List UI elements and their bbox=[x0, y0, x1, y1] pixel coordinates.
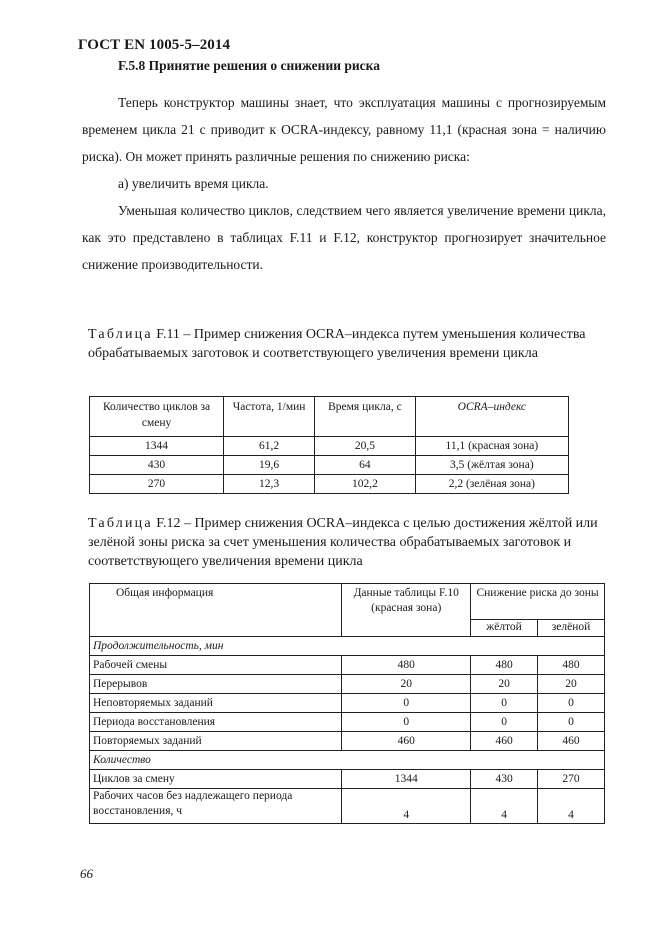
table-cell: Неповторяемых заданий bbox=[90, 694, 342, 713]
table-cell: 2,2 (зелёная зона) bbox=[415, 475, 568, 494]
table-row bbox=[90, 475, 569, 494]
table-cell: 0 bbox=[538, 694, 605, 713]
table-f11-caption bbox=[88, 325, 608, 363]
table-cell: 480 bbox=[538, 656, 605, 675]
table-row bbox=[90, 656, 605, 675]
header-cell: Частота, 1/мин bbox=[224, 397, 315, 437]
caption-label: Таблица bbox=[88, 327, 153, 342]
caption-text: F.11 – Пример снижения OCRA–индекса путем уменьшения количества обрабатываемых заготовок и соответствующего увеличения времени цикла bbox=[88, 327, 586, 361]
table-cell: 20 bbox=[538, 675, 605, 694]
header-cell: Время цикла, с bbox=[315, 397, 416, 437]
document-id: ГОСТ EN 1005-5–2014 bbox=[78, 37, 231, 53]
group-row bbox=[90, 751, 605, 770]
table-cell: 0 bbox=[471, 694, 538, 713]
header-cell-yellow: жёлтой bbox=[471, 620, 538, 637]
table-header-row bbox=[90, 584, 605, 620]
paragraph-1: Теперь конструктор машины знает, что эксплуатация машины с прогнозируемым временем цикла 21 с приводит к OCRA-индексу, равному 11,1 (красная зона = наличию риска). Он может принять различные решения по снижению риска: bbox=[82, 95, 606, 164]
table-cell: 270 bbox=[90, 475, 224, 494]
header-cell-general: Общая информация bbox=[90, 584, 342, 637]
header-cell-green: зелёной bbox=[538, 620, 605, 637]
table-f11 bbox=[89, 396, 569, 494]
section-title: F.5.8 Принятие решения о снижении риска bbox=[118, 58, 380, 73]
table-row bbox=[90, 713, 605, 732]
table-cell: Периода восстановления bbox=[90, 713, 342, 732]
table-cell: 61,2 bbox=[224, 437, 315, 456]
table-cell: 0 bbox=[342, 694, 471, 713]
paragraph-3: Уменьшая количество циклов, следствием чего является увеличение времени цикла, как это представлено в таблицах F.11 и F.12, конструктор прогнозирует значительное снижение производительности. bbox=[82, 203, 606, 272]
table-cell: 460 bbox=[538, 732, 605, 751]
table-cell: 480 bbox=[471, 656, 538, 675]
table-cell: 430 bbox=[90, 456, 224, 475]
table-cell: 0 bbox=[471, 713, 538, 732]
body-text bbox=[82, 89, 606, 278]
table-row bbox=[90, 789, 605, 824]
table-row bbox=[90, 437, 569, 456]
header-cell-table-data: Данные таблицы F.10 (красная зона) bbox=[342, 584, 471, 637]
table-cell: 1344 bbox=[90, 437, 224, 456]
table-cell: 430 bbox=[471, 770, 538, 789]
page-number: 66 bbox=[80, 866, 93, 881]
table-cell: 11,1 (красная зона) bbox=[415, 437, 568, 456]
table-cell: 20,5 bbox=[315, 437, 416, 456]
table-cell: Рабочей смены bbox=[90, 656, 342, 675]
table-cell: 4 bbox=[342, 789, 471, 824]
table-header-row bbox=[90, 397, 569, 437]
table-cell: 20 bbox=[471, 675, 538, 694]
header-cell: OCRA–индекс bbox=[415, 397, 568, 437]
group-row bbox=[90, 637, 605, 656]
table-cell: 4 bbox=[538, 789, 605, 824]
table-cell: 20 bbox=[342, 675, 471, 694]
table-row bbox=[90, 770, 605, 789]
table-cell: 19,6 bbox=[224, 456, 315, 475]
table-cell: Циклов за смену bbox=[90, 770, 342, 789]
table-cell: Рабочих часов без надлежащего периода восстановления, ч bbox=[90, 789, 342, 824]
table-cell: 270 bbox=[538, 770, 605, 789]
group-label-quantity: Количество bbox=[90, 751, 605, 770]
table-cell: 12,3 bbox=[224, 475, 315, 494]
table-cell: 1344 bbox=[342, 770, 471, 789]
table-cell: Повторяемых заданий bbox=[90, 732, 342, 751]
caption-label: Таблица bbox=[88, 516, 153, 531]
table-row bbox=[90, 675, 605, 694]
table-f12-caption bbox=[88, 514, 608, 571]
group-label-duration: Продолжительность, мин bbox=[90, 637, 605, 656]
table-cell: 460 bbox=[342, 732, 471, 751]
header-cell: Количество циклов за смену bbox=[90, 397, 224, 437]
table-cell: 0 bbox=[538, 713, 605, 732]
table-row bbox=[90, 694, 605, 713]
table-cell: 64 bbox=[315, 456, 416, 475]
table-f12 bbox=[89, 583, 605, 824]
table-row bbox=[90, 732, 605, 751]
header-cell-reduction: Снижение риска до зоны bbox=[471, 584, 605, 620]
table-cell: Перерывов bbox=[90, 675, 342, 694]
table-cell: 460 bbox=[471, 732, 538, 751]
table-cell: 480 bbox=[342, 656, 471, 675]
table-cell: 4 bbox=[471, 789, 538, 824]
table-cell: 102,2 bbox=[315, 475, 416, 494]
caption-text: F.12 – Пример снижения OCRA–индекса с целью достижения жёлтой или зелёной зоны риска за счет уменьшения количества обрабатываемых заготовок и соответствующего увеличения времени цикла bbox=[88, 516, 598, 569]
paragraph-2: а) увеличить время цикла. bbox=[118, 176, 269, 191]
table-cell: 3,5 (жёлтая зона) bbox=[415, 456, 568, 475]
table-row bbox=[90, 456, 569, 475]
table-cell: 0 bbox=[342, 713, 471, 732]
